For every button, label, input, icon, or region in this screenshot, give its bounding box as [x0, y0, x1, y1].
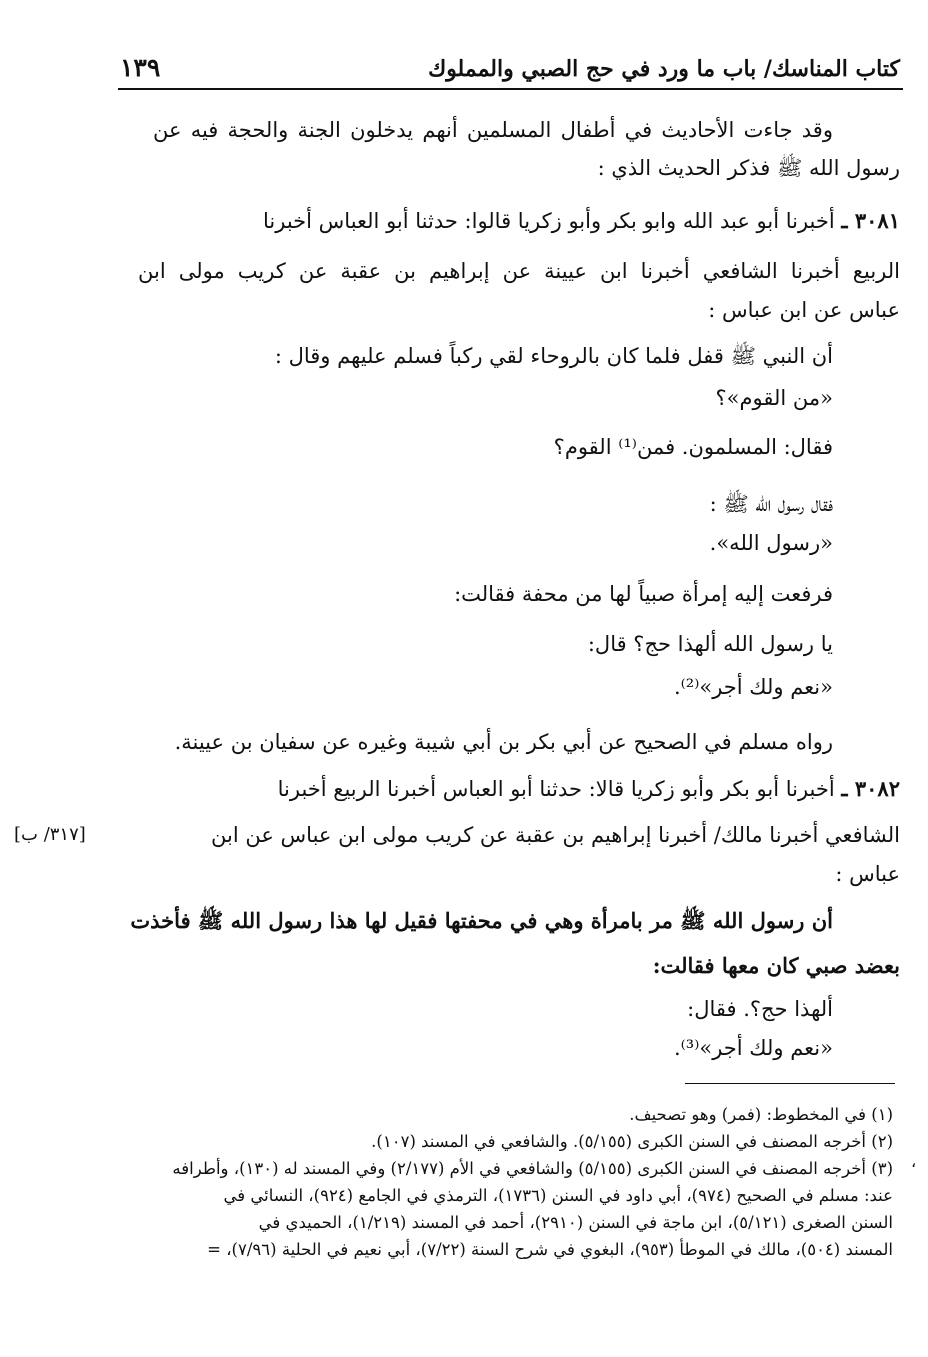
hadith-text-line: ألهذا حج؟. فقال: — [687, 997, 833, 1021]
hadith-text-line: أن النبي ﷺ قفل فلما كان بالروحاء لقي ركباً فسلم عليهم وقال : — [274, 344, 833, 368]
hadith-text-line: «من القوم»؟ — [715, 386, 833, 410]
hadith-text-line: بعضد صبي كان معها فقالت: — [652, 953, 900, 978]
hadith-3082 — [278, 772, 900, 806]
manuscript-folio-marker: [٣١٧/ ب] — [14, 824, 86, 845]
footnote-rule — [685, 1083, 895, 1084]
isnad-text: أخبرنا أبو عبد الله وابو بكر وأبو زكريا قالوا: حدثنا أبو العباس أخبرنا — [263, 209, 835, 233]
header-rule — [118, 88, 903, 90]
running-title: كتاب المناسك/ باب ما ورد في حج الصبي والمملوك — [428, 56, 900, 82]
hadith-text-line: «نعم ولك أجر»⁽³⁾. — [673, 1036, 833, 1060]
body-line: وقد جاءت الأحاديث في أطفال المسلمين أنهم يدخلون الجنة والحجة فيه عن — [153, 118, 833, 142]
footnote-3-line: عند: مسلم في الصحيح (٩٧٤)، أبي داود في السنن (١٧٣٦)، الترمذي في الجامع (٩٢٤)، النسائي في — [223, 1186, 893, 1205]
hadith-text-line: فقال رسول الله ﷺ : — [709, 492, 833, 516]
hadith-3081 — [263, 204, 900, 238]
hadith-text-line: «رسول الله». — [709, 531, 833, 555]
margin-mark: ، — [911, 1152, 917, 1171]
hadith-text-line: فرفعت إليه إمرأة صبياً لها من محفة فقالت: — [454, 582, 833, 606]
body-line: عباس : — [835, 862, 900, 886]
footnote-1: (١) في المخطوط: (فمر) وهو تصحيف. — [629, 1105, 893, 1124]
hadith-text-line: «نعم ولك أجر»⁽²⁾. — [673, 675, 833, 699]
footnote-3-line: المسند (٥٠٤)، مالك في الموطأ (٩٥٣)، البغوي في شرح السنة (٧/٢٢)، أبي نعيم في الحلية (٧/٩٦)، = — [207, 1240, 893, 1259]
body-line: رسول الله ﷺ فذكر الحديث الذي : — [597, 156, 900, 180]
footnote-2: (٢) أخرجه المصنف في السنن الكبرى (٥/١٥٥). والشافعي في المسند (١٠٧). — [371, 1132, 893, 1151]
hadith-text-line: فقال: المسلمون. فمن⁽¹⁾ القوم؟ — [553, 435, 833, 459]
isnad-text: أخبرنا أبو بكر وأبو زكريا قالا: حدثنا أبو العباس أخبرنا الربيع أخبرنا — [277, 777, 835, 801]
hadith-number: ٣٠٨٢ ـ — [841, 776, 900, 801]
body-line: الشافعي أخبرنا مالك/ أخبرنا إبراهيم بن عقبة عن كريب مولى ابن عباس عن ابن — [211, 823, 900, 847]
hadith-text-line: يا رسول الله ألهذا حج؟ قال: — [587, 632, 833, 656]
page-header — [120, 38, 900, 82]
body-line: الربيع أخبرنا الشافعي أخبرنا ابن عيينة عن إبراهيم بن عقبة عن كريب مولى ابن — [138, 259, 900, 283]
footnote-3-line: السنن الصغرى (٥/١٢١)، ابن ماجة في السنن (٢٩١٠)، أحمد في المسند (١/٢١٩)، الحميدي في — [258, 1213, 893, 1232]
hadith-number: ٣٠٨١ ـ — [841, 208, 900, 233]
footnote-3-line: (٣) أخرجه المصنف في السنن الكبرى (٥/١٥٥) والشافعي في الأم (٢/١٧٧) وفي المسند له (١٣٠)، وأطرافه — [172, 1159, 893, 1178]
body-line: رواه مسلم في الصحيح عن أبي بكر بن أبي شيبة وغيره عن سفيان بن عيينة. — [174, 730, 833, 754]
page-number: ١٣٩ — [120, 53, 161, 82]
body-line: عباس عن ابن عباس : — [708, 298, 900, 322]
hadith-text-line: أن رسول الله ﷺ مر بامرأة وهي في محفتها فقيل لها هذا رسول الله ﷺ فأخذت — [130, 908, 833, 933]
